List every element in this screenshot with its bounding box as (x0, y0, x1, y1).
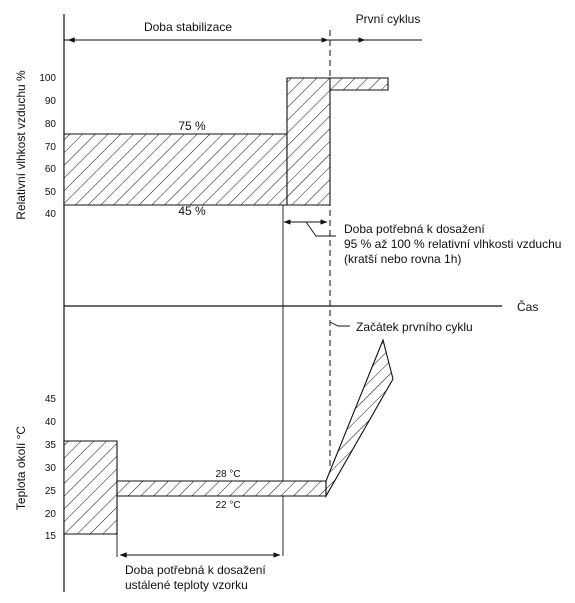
phase-first-cycle-label: První cyklus (355, 12, 421, 26)
temperature-note-line-2: ustálené teploty vzorku (125, 578, 248, 592)
humidity-tick: 60 (44, 164, 56, 175)
humidity-tick: 70 (44, 142, 56, 153)
time-axis-label: Čas (517, 300, 539, 314)
temperature-tick: 25 (44, 486, 56, 497)
humidity-tick: 50 (44, 187, 56, 198)
humidity-stabilization-band (64, 134, 287, 205)
temperature-stabilization-band (117, 481, 326, 496)
temperature-tick: 40 (44, 417, 56, 428)
humidity-tick: 100 (39, 73, 56, 84)
temperature-initial-band (64, 441, 117, 534)
humidity-upper-label: 75 % (178, 119, 206, 133)
humidity-note-line-1: Doba potřebná k dosažení (344, 222, 485, 236)
humidity-first-cycle-band (330, 78, 388, 90)
temperature-tick: 45 (44, 394, 56, 405)
phase-stabilization-label: Doba stabilizace (143, 20, 233, 34)
temperature-rise-band (326, 340, 393, 496)
humidity-note-line-2: 95 % až 100 % relativní vlhkosti vzduchu (344, 237, 562, 251)
temperature-note-line-1: Doba potřebná k dosažení (125, 563, 266, 577)
humidity-note-line-3: (kratší nebo rovna 1h) (344, 252, 462, 266)
humidity-tick: 90 (44, 96, 56, 107)
temperature-axis-label: Teplota okolí °C (14, 425, 28, 511)
first-cycle-start-label: Začátek prvního cyklu (356, 320, 473, 334)
temperature-lower-label: 22 °C (215, 500, 241, 511)
temperature-tick: 15 (44, 531, 56, 542)
humidity-lower-label: 45 % (178, 204, 206, 218)
first-cycle-start-leader (330, 322, 350, 326)
humidity-tick: 40 (44, 209, 56, 220)
humidity-axis-label: Relativní vlhkost vzduchu % (14, 70, 28, 220)
humidity-note-leader (306, 222, 336, 236)
temperature-tick: 20 (44, 509, 56, 520)
temperature-tick: 35 (44, 440, 56, 451)
temperature-tick: 30 (44, 463, 56, 474)
temperature-upper-label: 28 °C (215, 469, 241, 480)
humidity-tick: 80 (44, 119, 56, 130)
humidity-rise-band (287, 78, 330, 205)
